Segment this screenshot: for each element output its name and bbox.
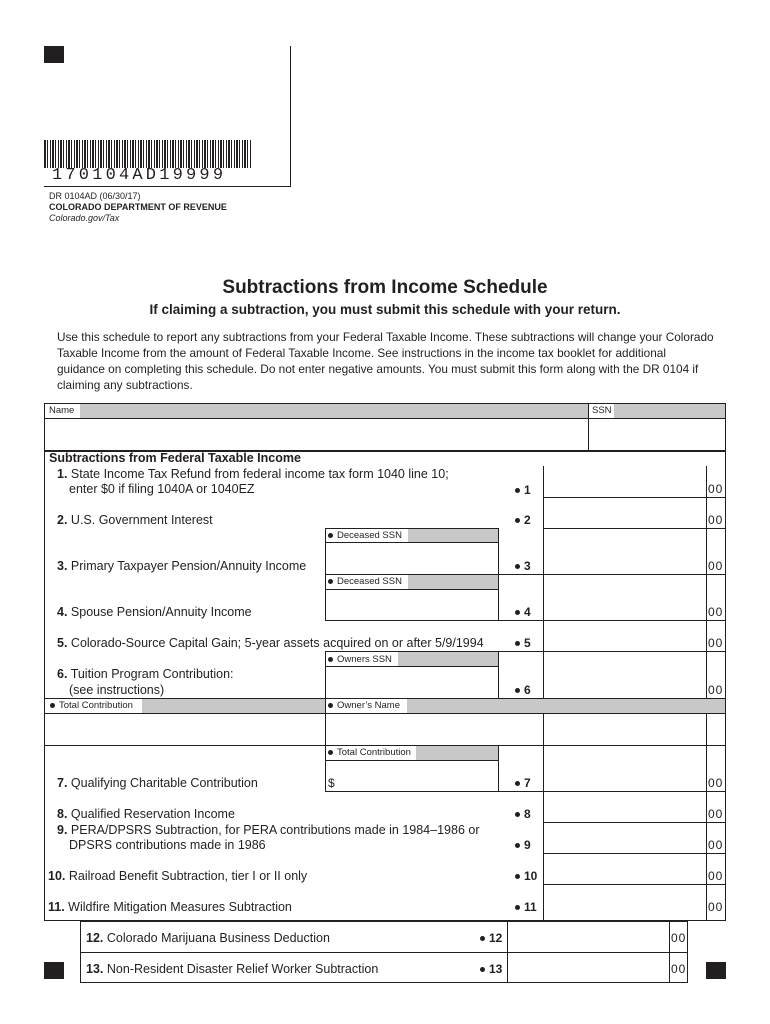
line-8-label: 8. Qualified Reservation Income — [57, 807, 235, 821]
line-13-label: 13. Non-Resident Disaster Relief Worker Subtraction — [86, 962, 379, 976]
line-8-ref: 8 — [515, 807, 531, 821]
divider — [44, 418, 726, 419]
line-12-ref: 12 — [480, 931, 502, 945]
line-3-deceased-ssn-label: Deceased SSN — [328, 530, 402, 541]
line-9-label: 9. PERA/DPSRS Subtraction, for PERA contributions made in 1984–1986 or — [57, 823, 480, 837]
line-4-label: 4. Spouse Pension/Annuity Income — [57, 605, 252, 619]
divider — [588, 403, 589, 451]
line-4-input[interactable] — [545, 576, 705, 619]
line-7-ref: 7 — [515, 776, 531, 790]
page-subtitle: If claiming a subtraction, you must submit this schedule with your return. — [149, 302, 621, 317]
line-5-underline — [325, 651, 726, 652]
department-name: COLORADO DEPARTMENT OF REVENUE — [49, 202, 227, 212]
department-website: Colorado.gov/Tax — [49, 213, 120, 223]
line-4-deceased-ssn-label: Deceased SSN — [328, 576, 402, 587]
divider — [325, 542, 499, 543]
registration-mark — [706, 962, 726, 979]
line-10-cents: 00 — [708, 869, 724, 883]
line-7-total-contribution-input[interactable] — [338, 762, 497, 790]
line-3-cents: 00 — [708, 559, 724, 573]
line-4-cents: 00 — [708, 605, 724, 619]
line-4-deceased-ssn-input[interactable] — [327, 591, 497, 619]
line-5-label: 5. Colorado-Source Capital Gain; 5-year assets acquired on or after 5/9/1994 — [57, 636, 484, 650]
divider — [325, 651, 326, 698]
line-2-label: 2. U.S. Government Interest — [57, 513, 213, 527]
total-contribution-label: Total Contribution — [50, 700, 133, 711]
divider — [325, 666, 499, 667]
divider — [498, 651, 499, 698]
name-label: Name — [49, 405, 75, 416]
line-3-label: 3. Primary Taxpayer Pension/Annuity Income — [57, 559, 307, 573]
line-11-input[interactable] — [545, 886, 705, 919]
line-10-input[interactable] — [545, 855, 705, 883]
line-9-ref: 9 — [515, 838, 531, 852]
line-7-total-shade — [416, 746, 498, 760]
form-id: DR 0104AD (06/30/17) — [49, 191, 141, 201]
line-1-input[interactable] — [545, 467, 705, 497]
owners-name-input[interactable] — [327, 715, 724, 744]
line-8-underline — [543, 822, 726, 823]
line-2-input[interactable] — [545, 499, 705, 527]
owners-ssn-label: Owners SSN — [328, 654, 392, 665]
line-5-input[interactable] — [545, 622, 705, 650]
line-6-label-2: (see instructions) — [69, 683, 165, 697]
section-title: Subtractions from Federal Taxable Income — [49, 451, 301, 465]
line-10-underline — [543, 884, 726, 885]
line-9-label-2: DPSRS contributions made in 1986 — [69, 838, 266, 852]
line-13-cents: 00 — [671, 962, 687, 976]
ssn-label: SSN — [592, 405, 612, 416]
line-2-underline — [543, 528, 726, 529]
line-12-label: 12. Colorado Marijuana Business Deduction — [86, 931, 330, 945]
ssn-shade — [614, 404, 725, 418]
line-10-ref: 10 — [515, 869, 537, 883]
divider — [44, 713, 726, 714]
deceased-ssn-shade — [408, 575, 498, 589]
owners-name-shade — [407, 699, 725, 713]
line-1-label: 1. State Income Tax Refund from federal income tax form 1040 line 10; — [57, 467, 449, 481]
line-1-underline — [543, 497, 726, 498]
barcode-frame-line — [44, 186, 291, 187]
line-12-cents: 00 — [671, 931, 687, 945]
line-6-ref: 6 — [515, 683, 531, 697]
line-3-ref: 3 — [515, 559, 531, 573]
line-1-ref: 1 — [515, 483, 531, 497]
line-11-ref: 11 — [515, 900, 537, 914]
line-9-underline — [543, 853, 726, 854]
line-8-input[interactable] — [545, 793, 705, 821]
line-7-underline — [325, 791, 726, 792]
divider — [80, 952, 688, 953]
divider — [325, 698, 326, 745]
divider — [325, 590, 326, 620]
line-10-label: 10. Railroad Benefit Subtraction, tier I or II only — [48, 869, 308, 883]
name-input[interactable] — [46, 420, 586, 449]
line-7-total-contribution-label: Total Contribution — [328, 747, 411, 758]
line-2-cents: 00 — [708, 513, 724, 527]
divider — [325, 745, 326, 791]
owners-ssn-input[interactable] — [327, 668, 497, 697]
line-4-ref: 4 — [515, 605, 531, 619]
line-11-label: 11. Wildfire Mitigation Measures Subtraction — [48, 900, 292, 914]
instructions-paragraph: Use this schedule to report any subtractions from your Federal Taxable Income. These subtractions will change your Colorado Taxable Income from the amount of Federal Taxable Income. See instructions in the income tax booklet for additional guidance on completing this schedule. Do not enter negative amounts. You must submit this form along with the DR 0104 if claiming any subtractions. — [57, 330, 714, 392]
registration-mark — [44, 962, 64, 979]
line-5-ref: 5 — [515, 636, 531, 650]
barcode-frame-line — [290, 46, 291, 186]
divider — [325, 760, 499, 761]
line-3-underline — [325, 574, 726, 575]
line-9-input[interactable] — [545, 824, 705, 852]
line-6-input[interactable] — [545, 653, 705, 697]
line-8-cents: 00 — [708, 807, 724, 821]
line-4-underline — [325, 620, 726, 621]
line-7-label: 7. Qualifying Charitable Contribution — [57, 776, 258, 790]
line-2-ref: 2 — [515, 513, 531, 527]
total-contribution-input[interactable] — [46, 715, 324, 744]
line-3-input[interactable] — [545, 530, 705, 573]
dollar-sign: $ — [328, 776, 335, 790]
line-5-cents: 00 — [708, 636, 724, 650]
barcode — [44, 140, 252, 168]
owners-name-label: Owner’s Name — [328, 700, 400, 711]
barcode-number: 170104AD19999 — [52, 166, 227, 185]
ssn-input[interactable] — [590, 420, 724, 449]
line-6-cents: 00 — [708, 683, 724, 697]
line-3-deceased-ssn-input[interactable] — [327, 544, 497, 574]
line-13-ref: 13 — [480, 962, 502, 976]
name-shade — [80, 404, 588, 418]
line-12-input[interactable] — [509, 923, 668, 951]
line-11-cents: 00 — [708, 900, 724, 914]
total-contribution-shade — [142, 699, 325, 713]
divider — [44, 745, 726, 746]
page-title: Subtractions from Income Schedule — [222, 277, 548, 298]
line-6-label: 6. Tuition Program Contribution: — [57, 667, 234, 681]
registration-mark — [44, 46, 64, 63]
divider — [498, 590, 499, 620]
divider — [498, 745, 499, 791]
line-13-input[interactable] — [509, 954, 668, 982]
line-1-label-2: enter $0 if filing 1040A or 1040EZ — [69, 482, 255, 496]
line-7-input[interactable] — [545, 747, 705, 790]
line-9-cents: 00 — [708, 838, 724, 852]
owners-ssn-shade — [398, 652, 498, 666]
line-1-cents: 00 — [708, 482, 724, 496]
line-7-cents: 00 — [708, 776, 724, 790]
deceased-ssn-shade — [408, 529, 498, 542]
